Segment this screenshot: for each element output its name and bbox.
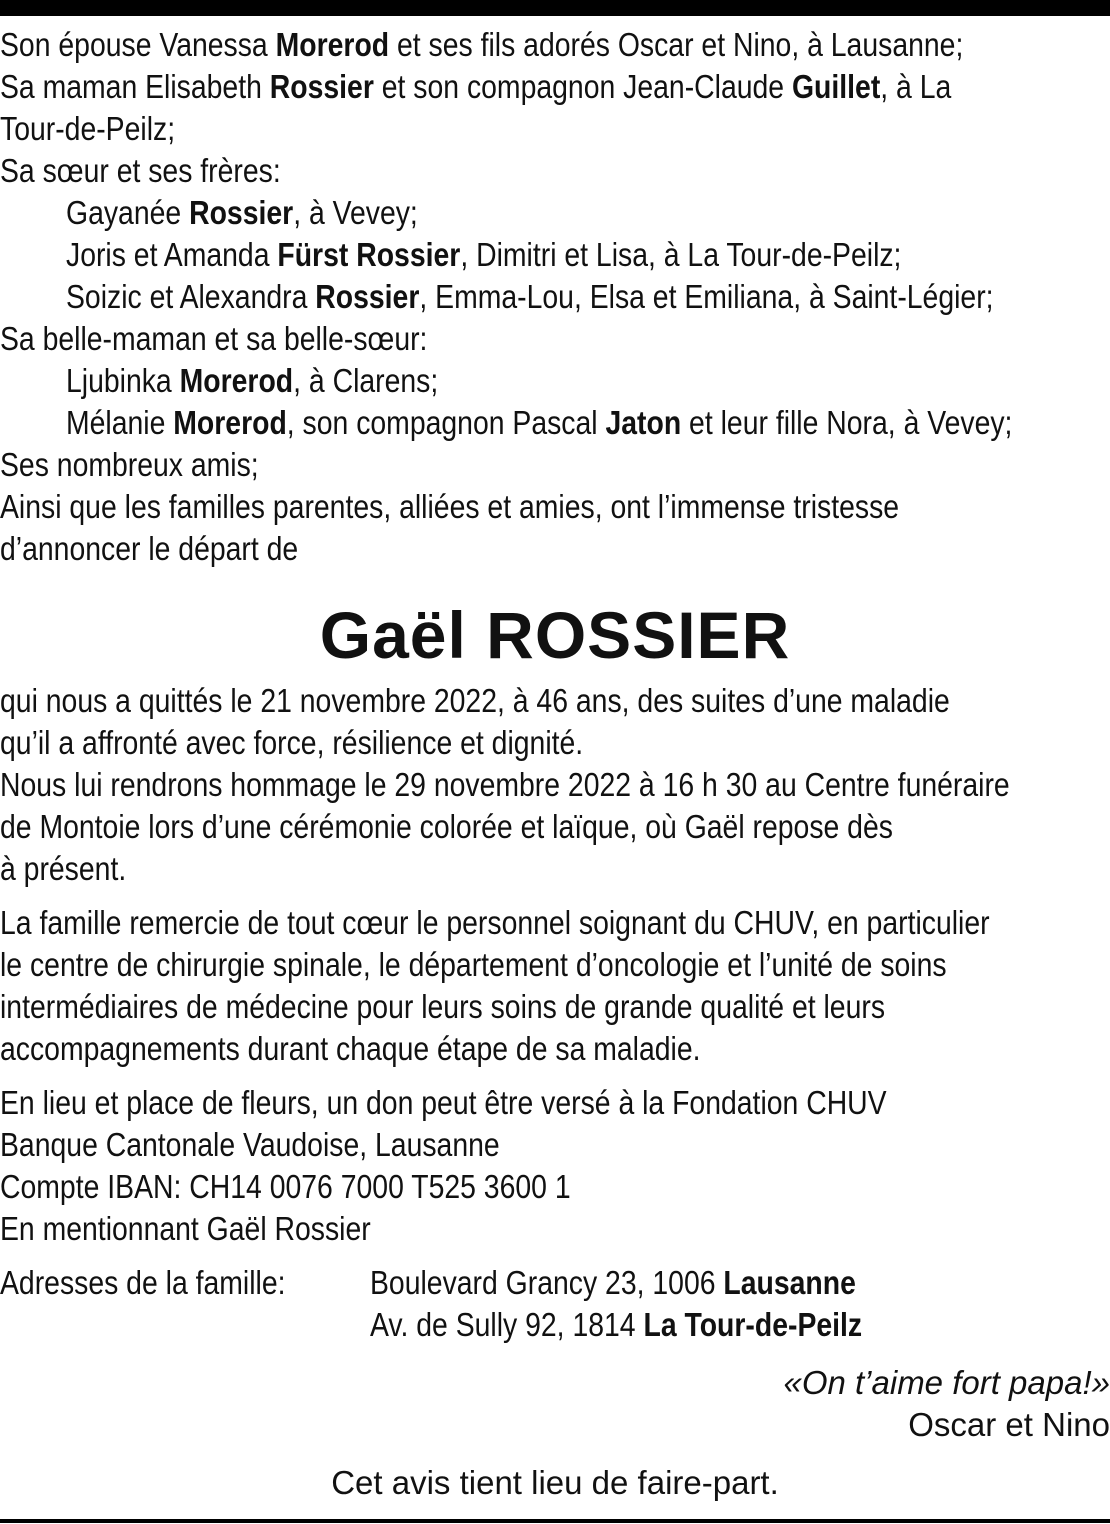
family-line-7: Soizic et Alexandra Rossier, Emma-Lou, Elsa et Emiliana, à Saint-Légier; — [66, 278, 994, 315]
announcement-line-1: qui nous a quittés le 21 novembre 2022, à 46 ans, des suites d’une maladie — [0, 682, 950, 719]
quote-signature: Oscar et Nino — [908, 1406, 1110, 1443]
footer-note: Cet avis tient lieu de faire-part. — [331, 1464, 779, 1501]
family-line-1: Son épouse Vanessa Morerod et ses fils adorés Oscar et Nino, à Lausanne; — [0, 26, 964, 63]
family-line-9: Ljubinka Morerod, à Clarens; — [66, 362, 439, 399]
bottom-rule — [0, 1519, 1110, 1523]
donation-iban: Compte IBAN: CH14 0076 7000 T525 3600 1 — [0, 1168, 571, 1205]
family-line-13: d’annoncer le départ de — [0, 530, 299, 567]
announcement-line-2: qu’il a affronté avec force, résilience et dignité. — [0, 724, 584, 761]
address-2: Av. de Sully 92, 1814 La Tour-de-Peilz — [370, 1306, 863, 1343]
top-rule — [0, 0, 1110, 16]
donation-line-2: Banque Cantonale Vaudoise, Lausanne — [0, 1126, 500, 1163]
family-line-11: Ses nombreux amis; — [0, 446, 259, 483]
thanks-line-1: La famille remercie de tout cœur le personnel soignant du CHUV, en particulier — [0, 904, 990, 941]
family-line-10: Mélanie Morerod, son compagnon Pascal Jaton et leur fille Nora, à Vevey; — [66, 404, 1013, 441]
family-line-3: Tour-de-Peilz; — [0, 110, 176, 147]
thanks-line-3: intermédiaires de médecine pour leurs soins de grande qualité et leurs — [0, 988, 886, 1025]
obituary-notice — [0, 24, 1110, 1504]
address-row-1 — [0, 1262, 1110, 1304]
addresses-label: Adresses de la famille: — [0, 1264, 286, 1301]
address-row-2 — [0, 1304, 1110, 1346]
address-1: Boulevard Grancy 23, 1006 Lausanne — [370, 1264, 856, 1301]
family-line-6: Joris et Amanda Fürst Rossier, Dimitri et Lisa, à La Tour-de-Peilz; — [66, 236, 902, 273]
family-line-12: Ainsi que les familles parentes, alliées et amies, ont l’immense tristesse — [0, 488, 900, 525]
announcement-line-3: Nous lui rendrons hommage le 29 novembre 2022 à 16 h 30 au Centre funéraire — [0, 766, 1010, 803]
family-quote: «On t’aime fort papa!» — [783, 1364, 1110, 1401]
announcement-line-5: à présent. — [0, 850, 127, 887]
family-line-2: Sa maman Elisabeth Rossier et son compagnon Jean-Claude Guillet, à La — [0, 68, 952, 105]
family-line-4: Sa sœur et ses frères: — [0, 152, 281, 189]
thanks-line-2: le centre de chirurgie spinale, le département d’oncologie et l’unité de soins — [0, 946, 947, 983]
deceased-name: Gaël ROSSIER — [319, 598, 791, 672]
family-line-5: Gayanée Rossier, à Vevey; — [66, 194, 418, 231]
family-line-8: Sa belle-maman et sa belle-sœur: — [0, 320, 428, 357]
thanks-line-4: accompagnements durant chaque étape de sa maladie. — [0, 1030, 701, 1067]
donation-line-1: En lieu et place de fleurs, un don peut être versé à la Fondation CHUV — [0, 1084, 887, 1121]
donation-line-4: En mentionnant Gaël Rossier — [0, 1210, 371, 1247]
announcement-line-4: de Montoie lors d’une cérémonie colorée et laïque, où Gaël repose dès — [0, 808, 893, 845]
